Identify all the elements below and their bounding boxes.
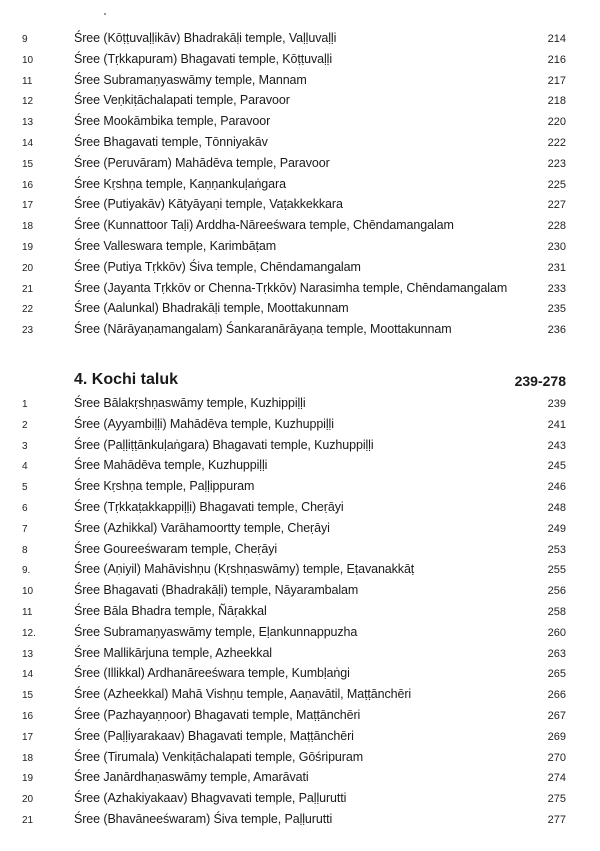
entry-page-number: 253: [547, 543, 566, 556]
entry-number: 9.: [22, 565, 31, 577]
toc-entry: [0, 646, 600, 664]
entry-number: 2: [22, 419, 28, 431]
toc-entry: [0, 114, 600, 132]
toc-entry: [0, 239, 600, 257]
entry-title: Śree Bhagavati temple, Tōnniyakāv: [74, 135, 268, 149]
toc-entry: [0, 417, 600, 435]
entry-page-number: 239: [547, 398, 566, 410]
entry-page-number: 243: [547, 439, 566, 452]
entry-page-number: 260: [547, 626, 566, 639]
entry-number: 6: [22, 503, 28, 514]
entry-page-number: 249: [547, 522, 566, 535]
entry-number: 10: [22, 586, 34, 598]
entry-number: 19: [22, 242, 34, 253]
entry-number: 19: [22, 773, 34, 785]
toc-entry: [0, 687, 600, 705]
entry-title: Śree Kṛshṇa temple, Paḷḷippuram: [74, 479, 255, 494]
entry-title: Śree Goureeśwaram temple, Cheṛāyi: [74, 541, 278, 556]
entry-page-number: 233: [547, 282, 566, 295]
entry-title: Śree (Nārāyaṇamangalam) Śankaranārāyaṇa temple, Moottakunnam: [74, 322, 452, 337]
entry-title: Śree (Azhikkal) Varāhamoortty temple, Cheṛāyi: [74, 520, 330, 535]
toc-entry: [0, 93, 600, 111]
entry-title: Śree (Azhakiyakaav) Bhagvavati temple, Paḷḷurutti: [74, 791, 347, 806]
entry-number: 5: [22, 482, 28, 494]
entry-page-number: 228: [547, 220, 566, 233]
entry-title: Śree (Peruvāram) Mahādēva temple, Paravoor: [74, 155, 330, 170]
entry-page-number: 220: [547, 116, 566, 129]
toc-entry: [0, 197, 600, 215]
entry-page-number: 222: [547, 137, 566, 149]
entry-title: Śree (Paḷḷiṭṭānkuḷaṅgara) Bhagavati temple, Kuzhuppiḷḷi: [74, 437, 374, 452]
entry-page-number: 230: [547, 241, 566, 253]
entry-title: Śree (Kōṭṭuvaḷḷikāv) Bhadrakāḷi temple, Vaḷḷuvaḷḷi: [74, 31, 337, 45]
entry-page-number: 263: [547, 647, 566, 660]
entry-title: Śree (Pazhayaṇṇoor) Bhagavati temple, Maṭṭānchēri: [74, 708, 361, 722]
entry-page-number: 225: [547, 178, 566, 191]
section-heading: 4. Kochi taluk: [74, 371, 179, 388]
toc-entry: [0, 438, 600, 456]
toc-entry: [0, 562, 600, 580]
entry-title: Śree (Jayanta Tṛkkōv or Chenna-Tṛkkōv) Narasimha temple, Chēndamangalam: [74, 280, 508, 295]
entry-number: 12: [22, 96, 34, 108]
entry-number: 3: [22, 440, 28, 452]
toc-entry: [0, 218, 600, 236]
entry-number: 18: [22, 752, 34, 764]
entry-title: Śree (Putiyakāv) Kātyāyaṇi temple, Vaṭakkekkara: [74, 197, 343, 212]
scan-speck: [104, 13, 106, 15]
toc-entry: [0, 73, 600, 91]
entry-page-number: 246: [547, 481, 566, 494]
entry-title: Śree Subramaṇyaswāmy temple, Eḷankunnappuzha: [74, 624, 358, 639]
entry-number: 12.: [22, 627, 36, 639]
entry-page-number: 267: [547, 710, 566, 722]
entry-title: Śree Mahādēva temple, Kuzhuppiḷḷi: [74, 458, 268, 473]
entry-number: 13: [22, 648, 34, 660]
entry-page-number: 269: [547, 730, 566, 743]
toc-entry: [0, 604, 600, 622]
entry-title: Śree (Aalunkal) Bhadrakāḷi temple, Moottakunnam: [74, 301, 349, 316]
toc-entry: [0, 542, 600, 560]
toc-entry: [0, 322, 600, 340]
toc-entry: [0, 708, 600, 726]
toc-entry: [0, 458, 600, 476]
entry-page-number: 241: [547, 418, 566, 431]
entry-page-number: 218: [547, 95, 566, 108]
entry-title: Śree Subramaṇyaswāmy temple, Mannam: [74, 72, 307, 87]
entry-title: Śree Mookāmbika temple, Paravoor: [74, 114, 271, 129]
entry-number: 18: [22, 221, 34, 233]
entry-page-number: 274: [547, 772, 566, 785]
entry-title: Śree Bālakṛshṇaswāmy temple, Kuzhippiḷḷi: [74, 396, 306, 410]
entry-number: 14: [22, 138, 34, 149]
entry-page-number: 223: [547, 157, 566, 170]
entry-title: Śree Valleswara temple, Karimbāṭam: [74, 239, 277, 253]
entry-title: Śree (Tṛkkapuram) Bhagavati temple, Kōṭṭuvaḷḷi: [74, 51, 333, 66]
entry-title: Śree Veṇkiṭāchalapati temple, Paravoor: [74, 93, 290, 108]
entry-title: Śree (Azheekkal) Mahā Vishṇu temple, Aaṇavātil, Maṭṭānchēri: [74, 687, 412, 702]
entry-number: 16: [22, 711, 34, 722]
entry-number: 7: [22, 523, 28, 535]
toc-entry: [0, 812, 600, 830]
entry-number: 15: [22, 158, 34, 170]
toc-entry: [0, 791, 600, 809]
toc-entry: [0, 31, 600, 49]
toc-entry: [0, 156, 600, 174]
entry-page-number: 216: [547, 53, 566, 66]
entry-page-number: 231: [547, 261, 566, 274]
entry-number: 21: [22, 283, 34, 295]
entry-page-number: 236: [547, 324, 566, 337]
entry-title: Śree Kṛshṇa temple, Kaṇṇankuḷaṅgara: [74, 176, 286, 191]
entry-number: 10: [22, 54, 34, 66]
toc-entry: [0, 260, 600, 278]
toc-entry: [0, 479, 600, 497]
entry-number: 20: [22, 262, 34, 274]
entry-title: Śree (Bhavāneeśwaram) Śiva temple, Paḷḷurutti: [74, 812, 333, 826]
entry-page-number: 245: [547, 460, 566, 473]
entry-title: Śree (Ayyambiḷḷi) Mahādēva temple, Kuzhuppiḷḷi: [74, 416, 334, 431]
entry-page-number: 266: [547, 689, 566, 702]
entry-page-number: 248: [547, 502, 566, 514]
toc-entry: [0, 396, 600, 414]
toc-entry: [0, 770, 600, 788]
entry-title: Śree Bhagavati (Bhadrakāḷi) temple, Nāyarambalam: [74, 583, 359, 598]
toc-entry: [0, 301, 600, 319]
toc-entry: [0, 177, 600, 195]
entry-page-number: 214: [547, 33, 566, 45]
entry-title: Śree (Kunnattoor Taḷi) Arddha-Nāreeśwara temple, Chēndamangalam: [74, 218, 454, 233]
entry-number: 9: [22, 34, 28, 45]
entry-number: 13: [22, 117, 34, 129]
entry-title: Śree (Illikkal) Ardhanāreeśwara temple, Kumbḷaṅgi: [74, 666, 350, 681]
entry-number: 14: [22, 669, 34, 681]
entry-title: Śree (Paḷḷiyarakaav) Bhagavati temple, Maṭṭānchēri: [74, 728, 354, 743]
entry-number: 23: [22, 325, 34, 337]
entry-page-number: 277: [547, 814, 566, 826]
entry-page-number: 255: [547, 564, 566, 577]
entry-number: 20: [22, 794, 34, 806]
entry-title: Śree (Aṇiyil) Mahāvishṇu (Kṛshṇaswāmy) temple, Eṭavanakkāṭ: [74, 562, 415, 577]
entry-number: 15: [22, 690, 34, 702]
toc-entry: [0, 625, 600, 643]
toc-entry: [0, 500, 600, 518]
entry-title: Śree (Tṛkkaṭakkappiḷḷi) Bhagavati temple, Cheṛāyi: [74, 500, 344, 514]
toc-entry: [0, 583, 600, 601]
toc-entry: [0, 52, 600, 70]
toc-entry: [0, 750, 600, 768]
entry-number: 22: [22, 304, 34, 316]
entry-page-number: 270: [547, 751, 566, 764]
entry-number: 11: [22, 75, 33, 87]
entry-number: 4: [22, 461, 28, 473]
toc-entry: [0, 281, 600, 299]
entry-page-number: 227: [547, 199, 566, 212]
toc-entry: [0, 666, 600, 684]
entry-page-number: 258: [547, 606, 566, 618]
entry-number: 8: [22, 544, 28, 556]
entry-title: Śree Janārdhaṇaswāmy temple, Amarāvati: [74, 770, 309, 785]
entry-page-number: 275: [547, 793, 566, 806]
entry-title: Śree Bāla Bhadra temple, Ñāṛakkal: [74, 604, 267, 618]
entry-number: 16: [22, 179, 34, 191]
toc-entry: [0, 135, 600, 153]
entry-number: 11: [22, 607, 33, 618]
entry-number: 17: [22, 200, 34, 212]
entry-page-number: 235: [547, 303, 566, 316]
section-page-range: 239-278: [514, 373, 566, 389]
entry-title: Śree (Putiya Tṛkkōv) Śiva temple, Chēndamangalam: [74, 259, 361, 274]
entry-title: Śree Mallikārjuna temple, Azheekkal: [74, 645, 272, 660]
entry-number: 1: [22, 399, 28, 410]
entry-number: 17: [22, 731, 34, 743]
entry-title: Śree (Tirumala) Venkiṭāchalapati temple, Gōśripuram: [74, 749, 364, 764]
entry-page-number: 256: [547, 585, 566, 598]
toc-entry: [0, 729, 600, 747]
entry-number: 21: [22, 815, 34, 826]
toc-entry: [0, 521, 600, 539]
entry-page-number: 217: [547, 74, 566, 87]
entry-page-number: 265: [547, 668, 566, 681]
